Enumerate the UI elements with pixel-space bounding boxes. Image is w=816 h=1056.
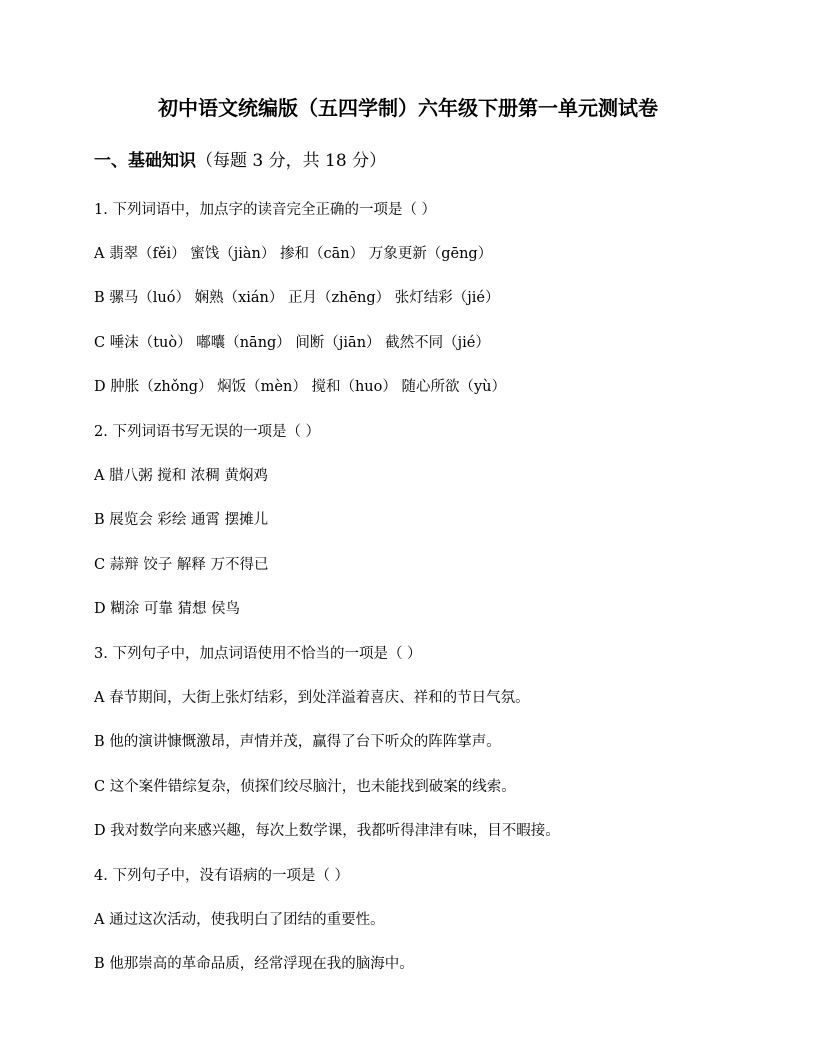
question-4-option-b: B 他那崇高的革命品质，经常浮现在我的脑海中。 [94,956,414,972]
section-heading [94,148,386,174]
question-3-option-c: C 这个案件错综复杂，侦探们绞尽脑汁，也未能找到破案的线索。 [94,779,516,795]
question-4-option-a: A 通过这次活动，使我明白了团结的重要性。 [94,912,385,928]
question-4: 4. 下列句子中，没有语病的一项是（ ） [94,868,350,884]
question-1: 1. 下列词语中，加点字的读音完全正确的一项是（ ） [94,202,437,218]
section-heading-label: 一、基础知识 [94,151,196,171]
question-2-option-d: D 糊涂 可靠 猜想 侯鸟 [94,601,241,617]
question-3-option-a: A 春节期间，大街上张灯结彩，到处洋溢着喜庆、祥和的节日气氛。 [94,690,530,706]
question-3-option-b: B 他的演讲慷慨激昂，声情并茂，赢得了台下听众的阵阵掌声。 [94,734,501,750]
question-1-option-b: B 骡马（luó） 娴熟（xián） 正月（zhēng） 张灯结彩（jié） [94,290,500,306]
question-2-option-b: B 展览会 彩绘 通霄 摆摊儿 [94,512,269,528]
question-3: 3. 下列句子中，加点词语使用不恰当的一项是（ ） [94,646,422,662]
question-2-option-c: C 蒜辩 饺子 解释 万不得已 [94,557,269,573]
question-2: 2. 下列词语书写无误的一项是（ ） [94,424,321,440]
question-2-option-a: A 腊八粥 搅和 浓稠 黄焖鸡 [94,468,268,484]
question-1-option-d: D 肿胀（zhǒng） 焖饭（mèn） 搅和（huo） 随心所欲（yù） [94,379,506,395]
document-title: 初中语文统编版（五四学制）六年级下册第一单元测试卷 [158,96,658,120]
section-scoring-note: （每题 3 分，共 18 分） [196,151,387,171]
question-3-option-d: D 我对数学向来感兴趣，每次上数学课，我都听得津津有味，目不暇接。 [94,823,560,839]
question-1-option-c: C 唾沫（tuò） 嘟囔（nāng） 间断（jiān） 截然不同（jié） [94,335,490,351]
question-1-option-a: A 翡翠（fěi） 蜜饯（jiàn） 掺和（cān） 万象更新（gēng） [94,246,493,262]
